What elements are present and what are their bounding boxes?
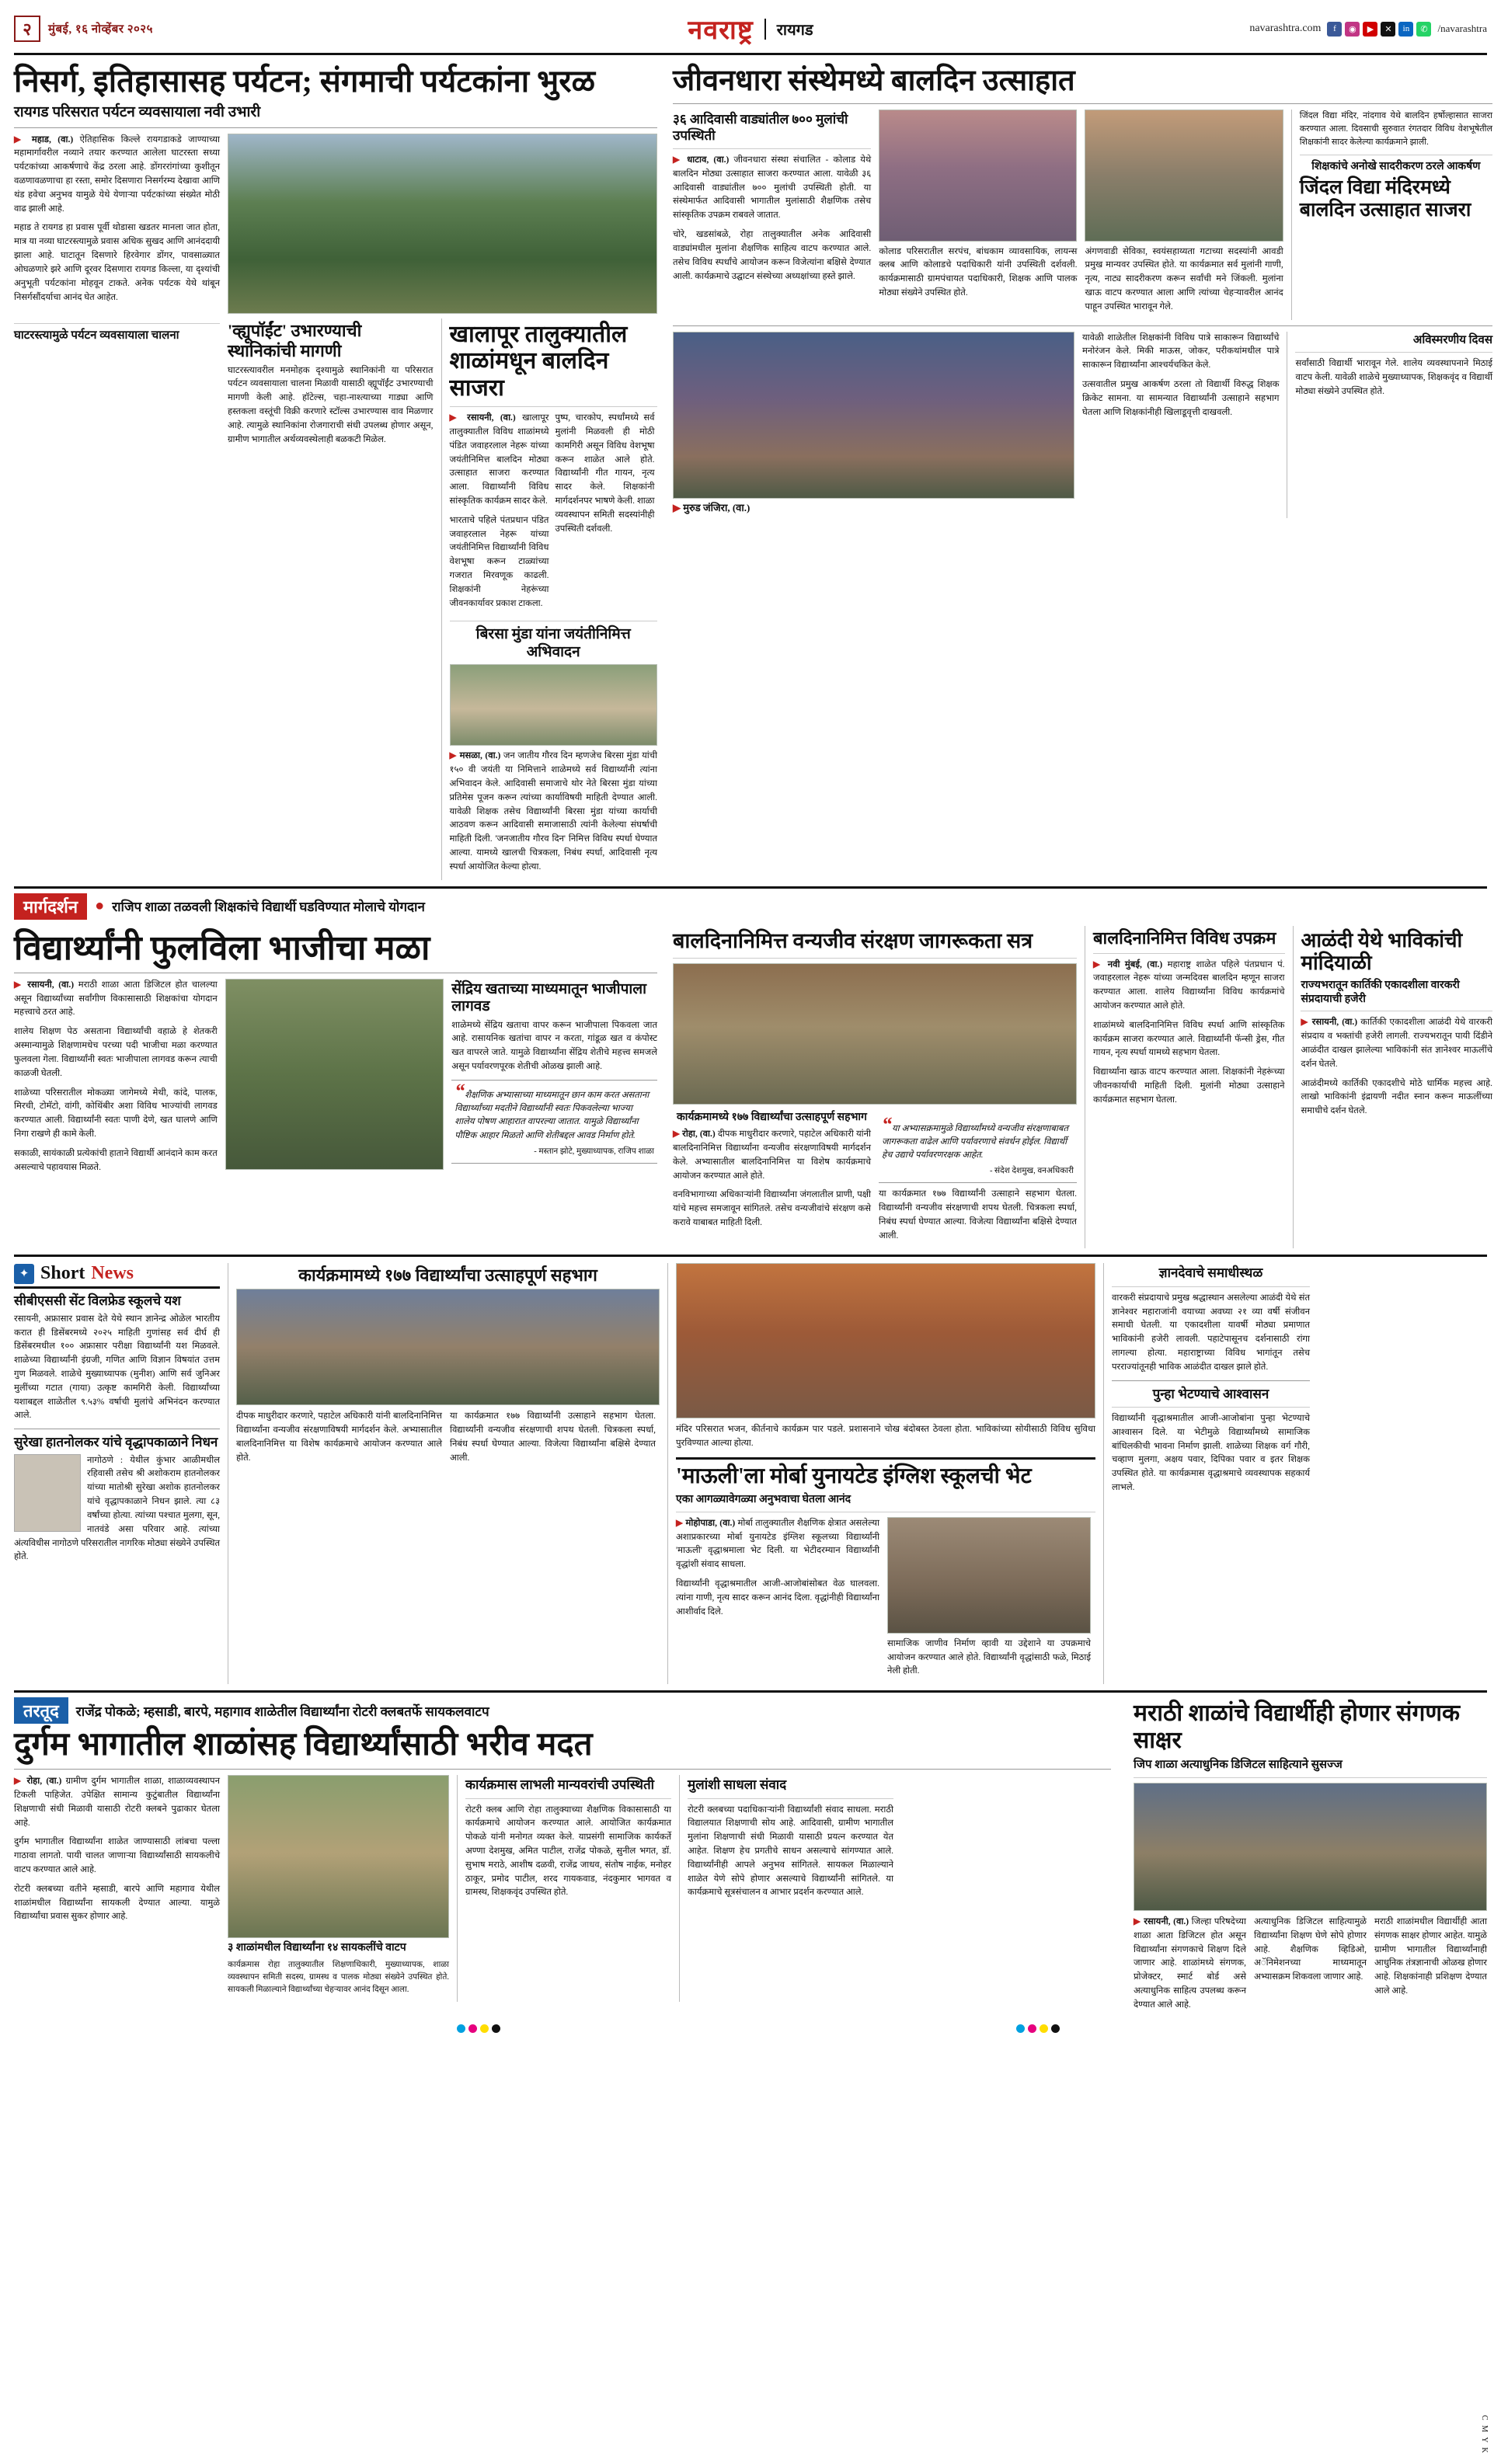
newspaper-logo: नवराष्ट्र bbox=[688, 16, 754, 45]
short-news-column bbox=[14, 1263, 220, 1684]
wildlife-story: बालदिनानिमित्त वन्यजीव संरक्षण जागरूकता सत्र कार्यक्रमामध्ये १७७ विद्यार्थ्यांचा उत्साहपूर्ण सहभाग ▶ रोहा, (वा.) दीपक माधुरीदार करणारे, पहाटेल अधिकारी यांनी बालदिनानिमित्त विद्यार्थ्यांना वन्यजीव संरक्षणाविषयी मार्गदर्शन केले. अभ्यासातील बालदिनानिमित्त या विशेष कार्यक्रमाचे आयोजन करण्यात आले होते. वनविभागाच्या अधिकाऱ्यांनी विद्यार्थ्यांना जंगलातील प्राणी, पक्षी यांचे महत्त्व समजावून सांगितले. तसेच वन्यजीवांचे संरक्षण कसे करावे याबाबत माहिती दिली. “या अभ्यासक्रमामुळे विद्यार्थ्यांमध्ये वन्यजीव संरक्षणाबाबत जागरूकता वाढेल आणि पर्यावरणाचे संवर्धन होईल. विद्यार्थी हेच उद्याचे पर्यावरणरक्षक आहेत. - संदेश देशमुख, वनअधिकारी या कार्यक्रमात १७७ विद्यार्थ्यांनी उत्साहाने सहभाग घेतला. विद्यार्थ्यांनी वन्यजीव संरक्षणाची शपथ घेतली. चित्रकला स्पर्धा, निबंध स्पर्धा घेण्यात आल्या. विजेत्या विद्यार्थ्यांना बक्षिसे देण्यात आली. bbox=[673, 926, 1077, 1249]
baldin-upakram-body-1: महाराष्ट्र शाळेत पहिले पंतप्रधान पं. जवाहरलाल नेहरू यांच्या जन्मदिवस बालदिन म्हणून साजरा करण्यात आला. शालेय विद्यार्थ्यांना विविध कार्यक्रमांचे आयोजन करण्यात आले होते. bbox=[1092, 959, 1285, 1011]
bottom-sub-1-headline: कार्यक्रमास लाभली मान्यवरांची उपस्थिती bbox=[465, 1777, 655, 1793]
guidance-tag: मार्गदर्शन bbox=[14, 893, 87, 920]
alandi-body-2: आळंदीमध्ये कार्तिकी एकादशीचे मोठे धार्मिक महत्त्व आहे. लाखो भाविकांनी इंद्रायणी नदीत स्नान करून माऊलींच्या समाधीचे दर्शन घेतले. bbox=[1301, 1078, 1492, 1116]
lead-body-2: महाड ते रायगड हा प्रवास पूर्वी थोडासा खडतर मानला जात होता, मात्र या नव्या घाटरस्त्यामुळे प्रवास अधिक सुखद आणि आनंददायी झाला आहे. घाटातून दिसणारे हिरवेगार डोंगर, पावसाळ्यात ओघळणारे झरे आणि दूरवर दिसणारा रायगड किल्ला, या दृश्यांची अनुभूती पर्यटकांना मोहवून टाकते. अनेक पर्यटक येथे थांबून निसर्गसौंदर्याचा आनंद घेत आहेत. bbox=[14, 223, 220, 302]
short-news-title-1: Short bbox=[40, 1263, 85, 1284]
mauli-body-1: मोर्बा तालुक्यातील शैक्षणिक क्षेत्रात असलेल्या अशाप्रकारच्या मोर्बा युनायटेड इंग्लिश स्कूलच्या विद्यार्थ्यांनी 'माऊली' वृद्धाश्रमाला भेट दिली. या भेटीदरम्यान विद्यार्थ्यांनी वृद्धांशी संवाद साधला. bbox=[676, 1518, 879, 1570]
baldin-upakram-dateline: नवी मुंबई, (वा.) bbox=[1107, 959, 1163, 969]
mauli-body-3: सामाजिक जाणीव निर्माण व्हावी या उद्देशाने या उपक्रमाचे आयोजन करण्यात आले होते. विद्यार्थ्यांनी वृद्धांसाठी फळे, मिठाई नेली होती. bbox=[887, 1638, 1091, 1676]
bottom-text: ▶ रोहा, (वा.) ग्रामीण दुर्गम भागातील शाळा, शाळाव्यवस्थापन टिकली पाहिजेत. उपेक्षित सामान्य कुटुंबातील विद्यार्थ्यांना शिक्षणाची संधी मिळावी यासाठी रोटरी क्लबने पुढाकार घेतला आहे. दुर्गम भागातील विद्यार्थ्यांना शाळेत जाण्यासाठी लांबचा पल्ला गाठावा लागतो. पायी चालत जाणाऱ्या विद्यार्थ्यांसाठी सायकलीचे वाटप करण्यात आले आहे. रोटरी क्लबच्या वतीने म्हसाडी, बारपे आणि महागाव येथील शाळांमधील विद्यार्थ्यांना सायकली देण्यात आल्या. यामुळे विद्यार्थ्यांचा प्रवास सुकर होणार आहे. bbox=[14, 1775, 220, 2002]
masthead bbox=[14, 11, 1487, 55]
digital-story: मराठी शाळांचे विद्यार्थीही होणार संगणक साक्षर जिप शाळा अत्याधुनिक डिजिटल साहित्याने सुसज्ज ▶ रसायनी, (वा.) जिल्हा परिषदेच्या शाळा आता डिजिटल होत असून विद्यार्थ्यांना संगणकाचे शिक्षण दिले जाणार आहे. शाळांमध्ये संगणक, प्रोजेक्टर, स्मार्ट बोर्ड असे अत्याधुनिक साहित्य उपलब्ध करून देण्यात आले आहे. अत्याधुनिक डिजिटल साहित्यामुळे विद्यार्थ्यांना शिक्षण घेणे सोपे होणार आहे. शैक्षणिक व्हिडिओ, अॅनिमेशनच्या माध्यमातून अभ्यासक्रम शिकवला जाणार आहे. मराठी शाळांमधील विद्यार्थीही आता संगणक साक्षर होणार आहेत. यामुळे ग्रामीण भागातील विद्यार्थ्यांनाही आधुनिक तंत्रज्ञानाची ओळख होणार आहे. शिक्षकांनाही प्रशिक्षण देण्यात आले आहे. bbox=[1134, 1700, 1487, 2010]
bottom-photo-wrap bbox=[228, 1775, 449, 2002]
alandi-body-1: कार्तिकी एकादशीला आळंदी येथे वारकरी संप्रदाय व भक्तांची हजेरी लागली. राज्यभरातून पायी दिंडीने आळंदीत दाखल झालेल्या भाविकांनी संत ज्ञानेश्वर माऊलींचे दर्शन घेतले. bbox=[1301, 1018, 1492, 1069]
reg-dot-cyan bbox=[457, 2024, 465, 2033]
vegetable-body-1: मराठी शाळा आता डिजिटल होत चालल्या असून विद्यार्थ्यांच्या सर्वांगीण विकासासाठी शिक्षकांचा योगदान महत्त्वाचे ठरत आहे. bbox=[14, 980, 218, 1018]
bottom-section bbox=[14, 1697, 1487, 2017]
lead-photo-wrap bbox=[228, 134, 657, 314]
bottom-photo-sub: कार्यक्रमास रोहा तालुक्यातील शिक्षणाधिकारी, मुख्याध्यापक, शाळा व्यवस्थापन समिती सदस्य, ग्रामस्थ व पालक मोठ्या संख्येने उपस्थित होते. सायकली मिळाल्याने विद्यार्थ्यांच्या चेहऱ्यावर आनंद दिसून आला. bbox=[228, 1960, 449, 1995]
mauli-photo-wrap bbox=[887, 1517, 1091, 1684]
jindal-sub-caption: अविस्मरणीय दिवस bbox=[1412, 333, 1492, 346]
reg-dot-magenta bbox=[468, 2024, 477, 2033]
bottom-body-1: ग्रामीण दुर्गम भागातील शाळा, शाळाव्यवस्थापन टिकली पाहिजेत. उपेक्षित सामान्य कुटुंबातील विद्यार्थ्यांना शिक्षणाची संधी मिळावी यासाठी रोटरी क्लबने पुढाकार घेतला आहे. bbox=[14, 1777, 220, 1828]
jindal-closing: सर्वांसाठी विद्यार्थी भारावून गेले. शालेय व्यवस्थापनाने मिठाई वाटप केली. यावेळी शाळेचे मुख्याध्यापक, शिक्षकवृंद व विद्यार्थी मोठ्या संख्येने उपस्थित होते. bbox=[1295, 359, 1492, 396]
lead-side-story bbox=[228, 318, 434, 880]
reg-dot-cyan-2 bbox=[1016, 2024, 1025, 2033]
col3-body-2: चोरे, खडसांबळे, रोहा तालुक्यातील अनेक आदिवासी वाड्यांमधील मुलांना शैक्षणिक साहित्य वाटप करण्यात आले. तसेच विविध स्पर्धांचे आयोजन करून विजेत्यांना बक्षिसे देण्यात आली. कार्यक्रमाचे उद्घाटन संस्थेच्या अध्यक्षांच्या हस्ते झाले. bbox=[673, 230, 872, 281]
lead-side-headline: 'व्ह्यूपॉईंट' उभारण्याची स्थानिकांची मागणी bbox=[228, 320, 362, 360]
short-news-item-2-body: नागोठणे : येथील कुंभार आळीमधील रहिवासी तसेच श्री अशोकराम हातनोलकर यांच्या मातोश्री सुरेखा अशोक हातनोलकर यांचे वृद्धापकाळाने निधन झाले. त्या ८३ वर्षांच्या होत्या. त्यांच्या पश्चात मुलगा, सून, नातवंडे असा परिवार आहे. त्यांच्या अंत्यविधीस नागोठणे परिसरातील नागरिक मोठ्या संख्येने उपस्थित होते. bbox=[14, 1455, 220, 1562]
bottom-left-wrap bbox=[14, 1697, 1111, 2002]
digital-photo bbox=[1134, 1783, 1487, 1911]
short-news-item-1-headline: सीबीएससी सेंट विलफ्रेड स्कूलचे यश bbox=[14, 1293, 181, 1309]
mauli-side-body: विद्यार्थ्यांनी वृद्धाश्रमातील आजी-आजोबांना पुन्हा भेटण्याचे आश्वासन दिले. या भेटीमुळे विद्यार्थ्यांमध्ये सामाजिक बांधिलकीची भावना निर्माण झाली. शाळेच्या शिक्षक वर्ग गौरी, चव्हाण मुलगा, अक्षय पवार, दिपिका पवार व इतर शिक्षक उपस्थित होते. या कार्यक्रमास वृद्धाश्रमाचे व्यवस्थापक सहकार्य लाभले. bbox=[1112, 1414, 1310, 1493]
birsa-body: जन जातीय गौरव दिन म्हणजेच बिरसा मुंडा यांची १५० वी जयंती या निमित्ताने शाळेमध्ये सर्व विद्यार्थ्यांनी त्यांना अभिवादन केले. आदिवासी समाजाचे थोर नेते बिरसा मुंडा यांच्या प्रतिमेस पूजन करून त्यांच्या कार्याविषयी माहिती देण्यात आली. यावेळी शिक्षक तसेच विद्यार्थ्यांनी बिरसा मुंडा यांच्या कार्याची आठवण करून आदिवासी समाजासाठी त्यांनी केलेल्या संघर्षाची माहिती दिली. 'जनजातीय गौरव दिन' निमित्त विविध स्पर्धा घेण्यात आल्या. यामध्ये खालची चित्रकला, निबंध स्पर्धा, आदिवासी नृत्य स्पर्धा आयोजित केल्या होत्या. bbox=[449, 751, 658, 872]
edition-name: रायगड bbox=[764, 19, 813, 40]
masthead-center bbox=[688, 11, 813, 47]
digital-subhead: जिप शाळा अत्याधुनिक डिजिटल साहित्याने सुसज्ज bbox=[1134, 1759, 1343, 1772]
lead-story-column bbox=[14, 61, 657, 880]
right-top-column bbox=[673, 61, 1492, 880]
reg-dot-black bbox=[492, 2024, 500, 2033]
wildlife-program-body-2: या कार्यक्रमात १७७ विद्यार्थ्यांनी उत्साहाने सहभाग घेतला. विद्यार्थ्यांनी वन्यजीव संरक्षणाची शपथ घेतली. चित्रकला स्पर्धा, निबंध स्पर्धा घेण्यात आल्या. विजेत्या विद्यार्थ्यांना बक्षिसे देण्यात आली. bbox=[450, 1411, 656, 1463]
alandi-photo bbox=[676, 1263, 1095, 1418]
mauli-body-2: विद्यार्थ्यांनी वृद्धाश्रमातील आजी-आजोबांसोबत वेळ घालवला. त्यांना गाणी, नृत्य सादर करून आनंद दिला. वृद्धांनीही विद्यार्थ्यांना आशीर्वाद दिले. bbox=[676, 1578, 879, 1617]
short-news-section bbox=[14, 1263, 1487, 1684]
col3-body-3: कोलाड परिसरातील सरपंच, बांधकाम व्यावसायिक, लायन्स क्लब आणि कोलाडचे पदाधिकारी यांनी उपस्थिती दर्शवली. कार्यक्रमासाठी ग्रामपंचायत पदाधिकारी, शिक्षक आणि पालक मोठ्या संख्येने उपस्थित होते. bbox=[879, 246, 1078, 298]
short-news-item-2-headline: सुरेखा हातनोलकर यांचे वृद्धापकाळाने निधन bbox=[14, 1435, 218, 1450]
alandi-side-headline: ज्ञानदेवाचे समाधीस्थळ bbox=[1158, 1265, 1263, 1281]
alandi-story-head: आळंदी येथे भाविकांची मांदियाळी राज्यभरातून कार्तिकी एकादशीला वारकरी संप्रदायाची हजेरी ▶ रसायनी, (वा.) कार्तिकी एकादशीला आळंदी येथे वारकरी संप्रदाय व भक्तांची हजेरी लागली. राज्यभरातून पायी दिंडीने आळंदीत दाखल झालेल्या भाविकांनी संत ज्ञानेश्वर माऊलींचे दर्शन घेतले. आळंदीमध्ये कार्तिकी एकादशीचे मोठे धार्मिक महत्त्व आहे. लाखो भाविकांनी इंद्रायणी नदीत स्नान करून माऊलींच्या समाधीचे दर्शन घेतले. bbox=[1301, 926, 1492, 1249]
digital-body-3: मराठी शाळांमधील विद्यार्थीही आता संगणक साक्षर होणार आहेत. यामुळे ग्रामीण भागातील विद्यार्थ्यांनाही आधुनिक तंत्रज्ञानाची ओळख होणार आहे. शिक्षकांनाही प्रशिक्षण देण्यात आले आहे. bbox=[1374, 1916, 1487, 1996]
birsa-headline: बिरसा मुंडा यांना जयंतीनिमित्त अभिवादन bbox=[475, 626, 631, 660]
mauli-text: ▶ मोहोपाडा, (वा.) मोर्बा तालुक्यातील शैक्षणिक क्षेत्रात असलेल्या अशाप्रकारच्या मोर्बा युनायटेड इंग्लिश स्कूलच्या विद्यार्थ्यांनी 'माऊली' वृद्धाश्रमाला भेट दिली. या भेटीदरम्यान विद्यार्थ्यांनी वृद्धांशी संवाद साधला. विद्यार्थ्यांनी वृद्धाश्रमातील आजी-आजोबांसोबत वेळ घालवला. त्यांना गाणी, नृत्य सादर करून आनंद दिला. वृद्धांनीही विद्यार्थ्यांना आशीर्वाद दिले. bbox=[676, 1517, 879, 1684]
col3-headline: जीवनधारा संस्थेमध्ये बालदिन उत्साहात bbox=[673, 64, 1075, 97]
vegetable-mid-headline: सेंद्रिय खताच्या माध्यमातून भाजीपाला लागवड bbox=[451, 980, 647, 1015]
bottom-dateline: रोहा, (वा.) bbox=[26, 1777, 62, 1787]
digital-body-2: अत्याधुनिक डिजिटल साहित्यामुळे विद्यार्थ्यांना शिक्षण घेणे सोपे होणार आहे. शैक्षणिक व्हिडिओ, अॅनिमेशनच्या माध्यमातून अभ्यासक्रम शिकवला जाणार आहे. bbox=[1254, 1916, 1367, 1982]
col3-body-1: जीवनधारा संस्था संचालित - कोलाड येथे बालदिन मोठ्या उत्साहात साजरा करण्यात आला. यावेळी ३६ आदिवासी वाड्यांतील ७०० मुलांची उपस्थिती होती. या संस्थेमार्फत आदिवासी भागातील मुलांसाठी शैक्षणिक तसेच सांस्कृतिक उपक्रम राबवले जातात. bbox=[673, 155, 872, 221]
vegetable-kicker-line: मार्गदर्शन ● राजिप शाळा तळवली शिक्षकांचे विद्यार्थी घडविण्यात मोलाचे योगदान bbox=[14, 893, 1487, 920]
wildlife-quote: या अभ्यासक्रमामुळे विद्यार्थ्यांमध्ये वन्यजीव संरक्षणाबाबत जागरूकता वाढेल आणि पर्यावरणाचे संवर्धन होईल. विद्यार्थी हेच उद्याचे पर्यावरणरक्षक आहेत. bbox=[882, 1123, 1069, 1161]
social-links[interactable] bbox=[1327, 22, 1431, 37]
alandi-side-column bbox=[1112, 1263, 1310, 1684]
vegetable-body-2: शालेय शिक्षण पेठ असताना विद्यार्थ्यांची वहाळे हे शेतकरी अस्मान्यामुळे शिक्षणामधेच परच्या पदी भाजीचा मळा करण्यात फुलवला गेला. विद्यार्थ्यांनी स्वतः भाजीपाला लागवड करून त्याची काळजी घेतली. bbox=[14, 1027, 218, 1078]
masthead-left bbox=[14, 16, 270, 42]
reg-dot-yellow-2 bbox=[1040, 2024, 1048, 2033]
vegetable-body-4: सकाळी, सायंकाळी प्रत्येकांची हाताने विद्यार्थी आनंदाने काम करत असल्याचे पहावयास मिळते. bbox=[14, 1148, 218, 1172]
bottom-sub-1-body: रोटरी क्लब आणि रोहा तालुक्याच्या शैक्षणिक विकासासाठी या कार्यक्रमाचे आयोजन करण्यात आले. आयोजित कार्यक्रमात पोकळे यांनी मनोगत व्यक्त केले. याप्रसंगी सामाजिक कार्यकर्ते अण्णा देशमुख, अमित पाटील, राजेंद्र पोकळे, सुनील भगत, डॉ. सुभाष मराठे, आशीष दळवी, राजेंद्र जाधव, संतोष नाईक, मनोहर ठाकूर, प्रमोद पाटील, शरद गायकवाड, नंदकुमार भागवत व ग्रामस्थ, शिक्षकवृंद उपस्थित होते. bbox=[465, 1804, 671, 1898]
alandi-body-3: मंदिर परिसरात भजन, कीर्तनाचे कार्यक्रम पार पडले. प्रशासनाने चोख बंदोबस्त ठेवला होता. भाविकांच्या सोयीसाठी विविध सुविधा पुरविण्यात आल्या होत्या. bbox=[676, 1425, 1095, 1449]
lead-headline: निसर्ग, इतिहासासह पर्यटन; संगमाची पर्यटकांना भुरळ bbox=[14, 64, 595, 99]
baldin-upakram-body-3: विद्यार्थ्यांना खाऊ वाटप करण्यात आला. शिक्षकांनी नेहरूंच्या जीवनकार्याची माहिती दिली. मुलांनी मोठ्या उत्साहाने कार्यक्रमात सहभाग घेतला. bbox=[1092, 1067, 1285, 1105]
bottom-photo bbox=[228, 1775, 449, 1938]
jindal-text-1 bbox=[1082, 332, 1280, 519]
vegetable-mid-body: शाळेमध्ये सेंद्रिय खताचा वापर करून भाजीपाला पिकवला जात आहे. रासायनिक खतांचा वापर न करता, गांडूळ खत व कंपोस्ट खत वापरले जाते. यामुळे विद्यार्थ्यांना सेंद्रिय शेतीचे महत्त्व समजले असून पर्यावरणपूरक शेतीची ओळख झाली आहे. bbox=[451, 1020, 657, 1072]
jindal-kicker: शिक्षकांचे अनोखे सादरीकरण ठरले आकर्षण bbox=[1311, 160, 1481, 172]
col3-text-1: ३६ आदिवासी वाड्यांतील ७०० मुलांची उपस्थिती ▶ धाटाव, (वा.) जीवनधारा संस्था संचालित - कोलाड येथे बालदिन मोठ्या उत्साहात साजरा करण्यात आला. यावेळी ३६ आदिवासी वाड्यांतील ७०० मुलांची उपस्थिती होती. या संस्थेमार्फत आदिवासी भागातील मुलांसाठी शैक्षणिक तसेच सांस्कृतिक उपक्रम राबवले जातात. चोरे, खडसांबळे, रोहा तालुक्यातील अनेक आदिवासी वाड्यांमधील मुलांना शैक्षणिक साहित्य वाटप करण्यात आले. तसेच विविध स्पर्धांचे आयोजन करून विजेत्यांना बक्षिसे देण्यात आली. कार्यक्रमाचे उद्घाटन संस्थेच्या अध्यक्षांच्या हस्ते झाले. bbox=[673, 110, 871, 320]
short-news-title-2: News bbox=[91, 1263, 134, 1284]
twitter-icon[interactable]: ✕ bbox=[1381, 22, 1395, 37]
wildlife-headline: बालदिनानिमित्त वन्यजीव संरक्षण जागरूकता सत्र bbox=[673, 928, 1033, 952]
publication-date: मुंबई, १६ नोव्हेंबर २०२५ bbox=[48, 23, 153, 36]
wildlife-dateline: रोहा, (वा.) bbox=[682, 1129, 716, 1140]
provision-tag: तरतूद bbox=[14, 1697, 68, 1724]
wildlife-body-2: वनविभागाच्या अधिकाऱ्यांनी विद्यार्थ्यांना जंगलातील प्राणी, पक्षी यांचे महत्त्व समजावून सांगितले. तसेच वन्यजीवांचे संरक्षण कसे करावे याबाबत माहिती दिली. bbox=[673, 1190, 871, 1228]
baldin-upakram-body-2: शाळांमध्ये बालदिनानिमित्त विविध स्पर्धा आणि सांस्कृतिक कार्यक्रम साजरा करण्यात आले. विद्यार्थ्यांनी फॅन्सी ड्रेस, गीत गायन, नृत्य स्पर्धा यामध्ये सहभाग घेतला. bbox=[1092, 1020, 1285, 1058]
digital-headline: मराठी शाळांचे विद्यार्थीही होणार संगणक साक्षर bbox=[1134, 1700, 1461, 1753]
mauli-side-headline: पुन्हा भेटण्याचे आश्वासन bbox=[1152, 1386, 1269, 1401]
bottom-kicker-line bbox=[14, 1697, 1111, 1724]
vegetable-section bbox=[14, 893, 1492, 1249]
website-url[interactable]: navarashtra.com bbox=[1249, 23, 1322, 34]
baldin-upakram-headline: बालदिनानिमित्त विविध उपक्रम bbox=[1092, 927, 1276, 948]
col3-photo-wrap bbox=[879, 110, 1077, 320]
jindal-dateline: मुरुड जंजिरा, (वा.) bbox=[683, 501, 750, 513]
vegetable-kicker-text: राजिप शाळा तळवली शिक्षकांचे विद्यार्थी घडविण्यात मोलाचे योगदान bbox=[112, 900, 425, 915]
jindal-lower bbox=[673, 332, 1492, 519]
bottom-kicker-text: राजेंद्र पोकळे; म्हसाडी, बारपे, महागाव शाळेतील विद्यार्थ्यांना रोटरी क्लबतर्फे सायकलवाटप bbox=[75, 1704, 489, 1719]
vegetable-photo-wrap bbox=[225, 979, 444, 1181]
bottom-body-2: दुर्गम भागातील विद्यार्थ्यांना शाळेत जाण्यासाठी लांबचा पल्ला गाठावा लागतो. पायी चालत जाणाऱ्या विद्यार्थ्यांसाठी सायकलीचे वाटप करण्यात आले आहे. bbox=[14, 1837, 220, 1875]
khalapur-dateline: रसायनी, (वा.) bbox=[467, 413, 516, 423]
reg-dot-magenta-2 bbox=[1028, 2024, 1036, 2033]
color-registration-strip bbox=[14, 2023, 1487, 2035]
lead-body-1: ऐतिहासिक किल्ले रायगडाकडे जाण्याच्या महामार्गावरील नव्याने तयार करण्यात आलेला घाटरस्ता सध्या पर्यटकांच्या आकर्षणाचे केंद्र ठरला आहे. डोंगररांगांच्या कुशीतून वळणावळणाचा हा रस्ता, समोर दिसणारा निसर्गरम्य देखावा आणि थंड हवेचा अनुभव यामुळे येथे येणाऱ्या पर्यटकांच्या संख्येत मोठी वाढ झाली आहे. bbox=[14, 134, 221, 214]
mauli-headline: 'माऊली'ला मोर्बा युनायटेड इंग्लिश स्कूलची भेट bbox=[676, 1464, 1032, 1489]
khalapur-body-3: पुष्प, चारकोप, स्पर्धांमध्ये सर्व मुलांनी मिळवली ही मोठी कामगिरी असून विविध वेशभूषा करून शाळेत आले होते. विद्यार्थ्यांनी गीत गायन, नृत्य सादर केले. शिक्षकांनी मार्गदर्शनपर भाषणे केली. शाळा व्यवस्थापन समिती सदस्यांनीही उपस्थिती दर्शवली. bbox=[555, 413, 655, 534]
mauli-subhead: एका आगळ्यावेगळ्या अनुभवाचा घेतला आनंद bbox=[676, 1494, 851, 1506]
bottom-sub-2 bbox=[688, 1775, 893, 2002]
khalapur-body-1: खालापूर तालुक्यातील विविध शाळांमध्ये पंडित जवाहरलाल नेहरू यांच्या जयंतीनिमित्त बालदिन मोठ्या उत्साहात साजरा करण्यात आला. विद्यार्थ्यांनी विविध सांस्कृतिक कार्यक्रम सादर केले. bbox=[449, 413, 549, 506]
col3-photo-wrap-2 bbox=[1085, 110, 1283, 320]
bottom-headline: दुर्गम भागातील शाळांसह विद्यार्थ्यांसाठी भरीव मदत bbox=[14, 1727, 593, 1763]
wildlife-photo bbox=[673, 963, 1077, 1105]
lead-side-wrap bbox=[228, 318, 657, 880]
whatsapp-icon[interactable]: ✆ bbox=[1416, 22, 1431, 37]
short-news-item-1-body: रसायनी, अफ्रासार प्रवास देते येथे स्थान ज्ञानेन्द्र ओळेल भारतीय करात ही डिसेंबरमध्ये २०२५ माहिती गुणांसह सर्व दीर्घ ही डिसेंबरमधील १०० अफ्रासार परीक्षा विद्यार्थ्यांनी यश मिळवले. शाळेच्या विद्यार्थ्यांनी इंग्रजी, गणित आणि विज्ञान विषयांत उत्तम गुण मिळवले. शाळेचे मुख्याध्यापक (मुनीश) आणि सर्व जुनिअर मुलींच्या गटात (गाया) उत्कृष्ट कामगिरी केली. विद्यार्थ्यांच्या यशाबद्दल शाळेतील ९.५३% वर्षाची मुलांचे अभिनंदन करण्यात आले. bbox=[14, 1314, 220, 1421]
vegetable-headline: विद्यार्थ्यांनी फुलविला भाजीचा मळा bbox=[14, 928, 430, 967]
vegetable-side bbox=[451, 979, 657, 1181]
cmyk-mark: C M Y K bbox=[1480, 2415, 1489, 2455]
col3-subhead: ३६ आदिवासी वाड्यांतील ७०० मुलांची उपस्थिती bbox=[673, 111, 848, 143]
middle-right-column bbox=[673, 926, 1492, 1249]
vegetable-text: ▶ रसायनी, (वा.) मराठी शाळा आता डिजिटल होत चालल्या असून विद्यार्थ्यांच्या सर्वांगीण विकासासाठी शिक्षकांचा योगदान महत्त्वाचे ठरत आहे. शालेय शिक्षण पेठ असताना विद्यार्थ्यांची वहाळे हे शेतकरी अस्मान्यामुळे शिक्षणामधेच परच्या पदी भाजीचा मळा करण्यात फुलवला गेला. विद्यार्थ्यांनी स्वतः भाजीपाला लागवड करून त्याची काळजी घेतली. शाळेच्या परिसरातील मोकळ्या जागेमध्ये मेथी, कांदे, पालक, मिरची, टोमॅटो, वांगी, कोथिंबीर अशा विविध भाज्यांची लागवड करण्यात आली. विद्यार्थ्यांनी स्वतः पाणी देणे, खत घालणे आणि निगा राखणे ही कामे केली. सकाळी, सायंकाळी प्रत्येकांची हाताने विद्यार्थी आनंदाने काम करत असल्याचे पहावयास मिळते. bbox=[14, 979, 218, 1181]
vegetable-body-row bbox=[14, 926, 1492, 1249]
wildlife-sub-head: कार्यक्रमामध्ये १७७ विद्यार्थ्यांचा उत्साहपूर्ण सहभाग bbox=[677, 1111, 867, 1123]
digital-body-1: जिल्हा परिषदेच्या शाळा आता डिजिटल होत असून विद्यार्थ्यांना संगणकाचे शिक्षण दिले जाणार आहे. शाळांमध्ये संगणक, प्रोजेक्टर, स्मार्ट बोर्ड असे अत्याधुनिक साहित्य उपलब्ध करून देण्यात आले आहे. bbox=[1134, 1916, 1246, 2010]
page-number: २ bbox=[14, 16, 40, 42]
jindal-body-2: यावेळी शाळेतील शिक्षकांनी विविध पात्रे साकारून विद्यार्थ्यांचे मनोरंजन केले. मिकी माऊस, जोकर, परीकथांमधील पात्रे साकारून विद्यार्थ्यांना आश्चर्यचकित केले. bbox=[1081, 332, 1280, 371]
wildlife-quote-box: “या अभ्यासक्रमामुळे विद्यार्थ्यांमध्ये वन्यजीव संरक्षणाबाबत जागरूकता वाढेल आणि पर्यावरणाचे संवर्धन होईल. विद्यार्थी हेच उद्याचे पर्यावरणरक्षक आहेत. - संदेश देशमुख, वनअधिकारी bbox=[879, 1114, 1077, 1184]
birsa-photo bbox=[450, 664, 658, 746]
wildlife-quote-attrib: - संदेश देशमुख, वनअधिकारी bbox=[989, 1167, 1074, 1176]
jindal-body-1: जिंदल विद्या मंदिर, नांदगाव येथे बालदिन हर्षोल्हासात साजरा करण्यात आला. दिवसाची सुरुवात रंगतदार विविध वेशभूषेतील शिक्षकांनी सादर केलेल्या कार्यक्रमाने झाली. bbox=[1299, 110, 1492, 147]
jindal-photo bbox=[673, 332, 1074, 499]
bottom-sub-1 bbox=[465, 1775, 671, 2002]
mauli-dateline: मोहोपाडा, (वा.) bbox=[685, 1518, 736, 1528]
jindal-headline: जिंदल विद्या मंदिरमध्ये बालदिन उत्साहात साजरा bbox=[1299, 177, 1471, 221]
reg-dot-yellow bbox=[480, 2024, 489, 2033]
youtube-icon[interactable]: ▶ bbox=[1363, 22, 1377, 37]
wildlife-program-body-1: दीपक माधुरीदार करणारे, पहाटेल अधिकारी यांनी बालदिनानिमित्त विद्यार्थ्यांना वन्यजीव संरक्षणाविषयी मार्गदर्शन केले. अभ्यासातील बालदिनानिमित्त या विशेष कार्यक्रमाचे आयोजन करण्यात आले होते. bbox=[236, 1411, 442, 1463]
col3-photo bbox=[879, 110, 1077, 242]
alandi-photo-column bbox=[676, 1263, 1095, 1684]
obituary-portrait bbox=[14, 1454, 81, 1532]
khalapur-story: खालापूर तालुक्यातील शाळांमधून बालदिन साजरा ▶ रसायनी, (वा.) खालापूर तालुक्यातील विविध शाळांमध्ये पंडित जवाहरलाल नेहरू यांच्या जयंतीनिमित्त बालदिन मोठ्या उत्साहात साजरा करण्यात आला. विद्यार्थ्यांनी विविध सांस्कृतिक कार्यक्रम सादर केले. भारताचे पहिले पंतप्रधान पंडित जवाहरलाल नेहरू यांच्या जयंतीनिमित्त विद्यार्थ्यांनी विविध वेशभूषा करून टाळ्यांच्या गजरात मिरवणूक काढली. शिक्षकांनी नेहरूंच्या जीवनकार्यावर प्रकाश टाकला. पुष्प, चारकोप, स्पर्धांमध्ये सर्व मुलांनी मिळवली ही मोठी कामगिरी असून विविध वेशभूषा करून शाळेत आले होते. विद्यार्थ्यांनी गीत गायन, नृत्य सादर केले. शिक्षकांनी मार्गदर्शनपर भाषणे केली. शाळा व्यवस्थापन समिती सदस्यांनीही उपस्थिती दर्शवली. बिरसा मुंडा यांना जयंतीनिमित्त अभिवादन ▶ मसळा, (वा.) जन जातीय गौरव दिन म्हणजेच बिरसा मुंडा यांची १५० वी जयंती या निमित्ताने शाळेमध्ये सर्व विद्यार्थ्यांनी त्यांना अभिवादन केले. आदिवासी समाजाचे थोर नेते बिरसा मुंडा यांच्या प्रतिमेस पूजन करून त्यांच्या कार्याविषयी माहिती देण्यात आली. यावेळी शिक्षक तसेच विद्यार्थ्यांनी बिरसा मुंडा यांच्या कार्याची आठवण करून आदिवासी समाजासाठी त्यांनी केलेल्या संघर्षाची माहिती दिली. 'जनजातीय गौरव दिन' निमित्त विविध स्पर्धा घेण्यात आल्या. यामध्ये खालची चित्रकला, निबंध स्पर्धा, आदिवासी नृत्य स्पर्धा आयोजित केल्या होत्या. bbox=[449, 321, 658, 872]
khalapur-headline: खालापूर तालुक्यातील शाळांमधून बालदिन साजरा bbox=[449, 321, 628, 401]
col3-photo-2 bbox=[1085, 110, 1283, 242]
facebook-icon[interactable]: f bbox=[1327, 22, 1342, 37]
instagram-icon[interactable]: ◉ bbox=[1345, 22, 1360, 37]
vegetable-main bbox=[14, 926, 657, 1249]
reg-dot-black-2 bbox=[1051, 2024, 1060, 2033]
vegetable-body-3: शाळेच्या परिसरातील मोकळ्या जागेमध्ये मेथी, कांदे, पालक, मिरची, टोमॅटो, वांगी, कोथिंबीर अशा विविध भाज्यांची लागवड करण्यात आली. विद्यार्थ्यांनी स्वतः पाणी देणे, खत घालणे आणि निगा राखणे ही कामे केली. bbox=[14, 1088, 218, 1139]
col3-dateline: धाटाव, (वा.) bbox=[687, 155, 730, 165]
vegetable-quote-attrib: - मस्तान झोटे, मुख्याध्यापक, राजिप शाळा bbox=[534, 1147, 654, 1156]
vegetable-photo bbox=[225, 979, 444, 1170]
bottom-sub-2-body: रोटरी क्लबच्या पदाधिकाऱ्यांनी विद्यार्थ्यांशी संवाद साधला. मराठी विद्यालयात शिक्षणाची सोय आहे. आदिवासी, ग्रामीण भागातील मुलांना शिक्षणाची संधी मिळावी यासाठी प्रयत्न करण्यात येत आहेत. शिक्षण हेच प्रगतीचे साधन असल्याचे सांगण्यात आले. विद्यार्थ्यांनीही आपले अनुभव सांगितले. सायकल मिळाल्याने शाळेत येणे सोपे होणार असल्याचे विद्यार्थ्यांनी सांगितले. या कार्यक्रमाचे सूत्रसंचालन व आभार प्रदर्शन करण्यात आले. bbox=[688, 1804, 893, 1898]
alandi-side-body: वारकरी संप्रदायाचे प्रमुख श्रद्धास्थान असलेल्या आळंदी येथे संत ज्ञानेश्वर महाराजांनी वयाच्या अवघ्या २१ व्या वर्षी संजीवन समाधी घेतली. या एकादशीला यावर्षी मोठ्या प्रमाणात भाविकांनी हजेरी लावली. पहाटेपासूनच दर्शनासाठी रांगा लागल्या होत्या. महाराष्ट्राच्या विविध भागांतून तसेच परराज्यांतूनही भाविक आळंदीत दाखल झाले होते. bbox=[1112, 1293, 1310, 1372]
jindal-photo-wrap: ▶ मुरुड जंजिरा, (वा.) bbox=[673, 332, 1074, 519]
vegetable-quote-box: “शैक्षणिक अभ्यासाच्या माध्यमातून छान काम करत असताना विद्यार्थ्यांच्या मदतीने विद्यार्थ्यांनी स्वतः पिकवलेल्या भाज्या शालेय पोषण आहारात वापरल्या जातात. यामुळे विद्यार्थ्यांना पौष्टिक आहार मिळतो आणि शेतीबद्दल आवड निर्माण होते. - मस्तान झोटे, मुख्याध्यापक, राजिप शाळा bbox=[451, 1080, 657, 1164]
alandi-subhead: राज्यभरातून कार्तिकी एकादशीला वारकरी संप्रदायाची हजेरी bbox=[1301, 980, 1460, 1005]
col3-body-4: अंगणवाडी सेविका, स्वयंसहाय्यता गटाच्या सदस्यांनी आवडी प्रमुख मान्यवर उपस्थित होते. या कार्यक्रमात सर्व मुलांनी गाणी, नृत्य, नाट्य सादरीकरण करून सर्वांची मने जिंकली. मुलांना खाऊ वाटप करण्यात आला आणि त्यांच्या चेहऱ्यावरील आनंद पाहून उपस्थित भारावून गेले. bbox=[1085, 246, 1283, 311]
wildlife-sub-body: या कार्यक्रमात १७७ विद्यार्थ्यांनी उत्साहाने सहभाग घेतला. विद्यार्थ्यांनी वन्यजीव संरक्षणाची शपथ घेतली. चित्रकला स्पर्धा, निबंध स्पर्धा घेण्यात आल्या. विजेत्या विद्यार्थ्यांना बक्षिसे देण्यात आली. bbox=[879, 1189, 1077, 1241]
bottom-body-3: रोटरी क्लबच्या वतीने म्हसाडी, बारपे आणि महागाव येथील शाळांमधील विद्यार्थ्यांना सायकली देण्यात आल्या. यामुळे विद्यार्थ्यांचा प्रवास सुकर होणार आहे. bbox=[14, 1884, 220, 1922]
baldin-upakram-story: बालदिनानिमित्त विविध उपक्रम ▶ नवी मुंबई, (वा.) महाराष्ट्र शाळेत पहिले पंतप्रधान पं. जवाहरलाल नेहरू यांच्या जन्मदिवस बालदिन म्हणून साजरा करण्यात आला. शालेय विद्यार्थ्यांना विविध कार्यक्रमांचे आयोजन करण्यात आले होते. शाळांमध्ये बालदिनानिमित्त विविध स्पर्धा आणि सांस्कृतिक कार्यक्रम साजरा करण्यात आले. विद्यार्थ्यांनी फॅन्सी ड्रेस, गीत गायन, नृत्य स्पर्धा यामध्ये सहभाग घेतला. विद्यार्थ्यांना खाऊ वाटप करण्यात आला. शिक्षकांनी नेहरूंच्या जीवनकार्याची माहिती दिली. मुलांनी मोठ्या उत्साहाने कार्यक्रमात सहभाग घेतला. bbox=[1093, 926, 1285, 1249]
bottom-photo-caption: ३ शाळांमधील विद्यार्थ्यांना १४ सायकलींचे वाटप bbox=[228, 1942, 406, 1954]
linkedin-icon[interactable]: in bbox=[1398, 22, 1413, 37]
lead-photo-caption-wrap bbox=[14, 318, 220, 880]
lead-dateline: महाड, (वा.) bbox=[31, 134, 74, 144]
lead-side-body: घाटरस्त्यावरील मनमोहक दृश्यामुळे स्थानिकांनी या परिसरात पर्यटन व्यवसायाला चालना मिळावी यासाठी व्ह्यूपॉईंट उभारण्याची मागणी केली आहे. हॉटेल्स, चहा-नाश्त्याच्या गाड्या आणि हस्तकला वस्तूंची विक्री करणारे स्टॉल्स उभारण्यास वाव मिळणार आहे. त्यामुळे स्थानिकांना रोजगाराची संधी उपलब्ध होणार असून, ग्रामीण भागातील अर्थव्यवस्थेलाही बळकटी मिळेल. bbox=[228, 365, 434, 444]
wildlife-body-1: दीपक माधुरीदार करणारे, पहाटेल अधिकारी यांनी बालदिनानिमित्त विद्यार्थ्यांना वन्यजीव संरक्षणाविषयी मार्गदर्शन केले. अभ्यासातील बालदिनानिमित्त या विशेष कार्यक्रमाचे आयोजन करण्यात आले होते. bbox=[673, 1129, 871, 1181]
mauli-photo bbox=[887, 1517, 1091, 1634]
lead-subhead: रायगड परिसरात पर्यटन व्यवसायाला नवी उभारी bbox=[14, 103, 261, 120]
top-section bbox=[14, 61, 1492, 880]
wildlife-program-photo bbox=[236, 1289, 660, 1405]
vegetable-quote: शैक्षणिक अभ्यासाच्या माध्यमातून छान काम करत असताना विद्यार्थ्यांच्या मदतीने विद्यार्थ्यांनी स्वतः पिकवलेल्या भाज्या शालेय पोषण आहारात वापरल्या जातात. यामुळे विद्यार्थ्यांना पौष्टिक आहार मिळतो आणि शेतीबद्दल आवड निर्माण होते. bbox=[454, 1090, 650, 1140]
vegetable-dateline: रसायनी, (वा.) bbox=[27, 980, 75, 990]
bottom-sub-2-headline: मुलांशी साधला संवाद bbox=[688, 1777, 787, 1793]
lead-text-block: ▶ महाड, (वा.) ऐतिहासिक किल्ले रायगडाकडे जाण्याच्या महामार्गावरील नव्याने तयार करण्यात आलेला घाटरस्ता सध्या पर्यटकांच्या आकर्षणाचे केंद्र ठरला आहे. डोंगररांगांच्या कुशीतून वळणावळणाचा हा रस्ता, समोर दिसणारा निसर्गरम्य देखावा आणि थंड हवेचा अनुभव यामुळे येथे येणाऱ्या पर्यटकांच्या संख्येत मोठी वाढ झाली आहे. महाड ते रायगड हा प्रवास पूर्वी थोडासा खडतर मानला जात होता, मात्र या नव्या घाटरस्त्यामुळे प्रवास अधिक सुखद आणि आनंददायी झाला आहे. घाटातून दिसणारे हिरवेगार डोंगर, पावसाळ्यात ओघळणारे झरे आणि दूरवर दिसणारा रायगड किल्ला, या दृश्यांची अनुभूती पर्यटकांना मोहवून टाकते. अनेक पर्यटक येथे थांबून निसर्गसौंदर्याचा आनंद घेत आहेत. bbox=[14, 134, 220, 314]
social-handle: /navarashtra bbox=[1437, 23, 1487, 34]
jindal-story bbox=[1300, 110, 1492, 320]
wildlife-program-column bbox=[236, 1263, 660, 1684]
birsa-dateline: मसळा, (वा.) bbox=[459, 751, 501, 761]
wildlife-program-headline: कार्यक्रमामध्ये १७७ विद्यार्थ्यांचा उत्साहपूर्ण सहभाग bbox=[298, 1265, 597, 1286]
news-icon: ✦ bbox=[14, 1264, 34, 1284]
jindal-text-2 bbox=[1295, 332, 1492, 519]
short-news-header bbox=[14, 1263, 220, 1289]
masthead-right bbox=[1231, 22, 1487, 37]
khalapur-body-2: भारताचे पहिले पंतप्रधान पंडित जवाहरलाल नेहरू यांच्या जयंतीनिमित्त विद्यार्थ्यांनी विविध वेशभूषा करून टाळ्यांच्या गजरात मिरवणूक काढली. शिक्षकांनी नेहरूंच्या जीवनकार्यावर प्रकाश टाकला. bbox=[449, 515, 549, 608]
jindal-body-3: उत्सवातील प्रमुख आकर्षण ठरला तो विद्यार्थी विरुद्ध शिक्षक क्रिकेट सामना. या सामन्यात विद्यार्थ्यांनी उत्साहाने सहभाग घेतला आणि शिक्षकांनीही खिलाडूवृत्ती दाखवली. bbox=[1081, 380, 1280, 417]
lead-photo bbox=[228, 134, 657, 314]
digital-dateline: रसायनी, (वा.) bbox=[1144, 1916, 1189, 1926]
alandi-headline: आळंदी येथे भाविकांची मांदियाळी bbox=[1301, 928, 1463, 975]
lead-photo-caption: घाटरस्त्यामुळे पर्यटन व्यवसायाला चालना bbox=[14, 329, 179, 342]
alandi-dateline: रसायनी, (वा.) bbox=[1311, 1018, 1358, 1028]
